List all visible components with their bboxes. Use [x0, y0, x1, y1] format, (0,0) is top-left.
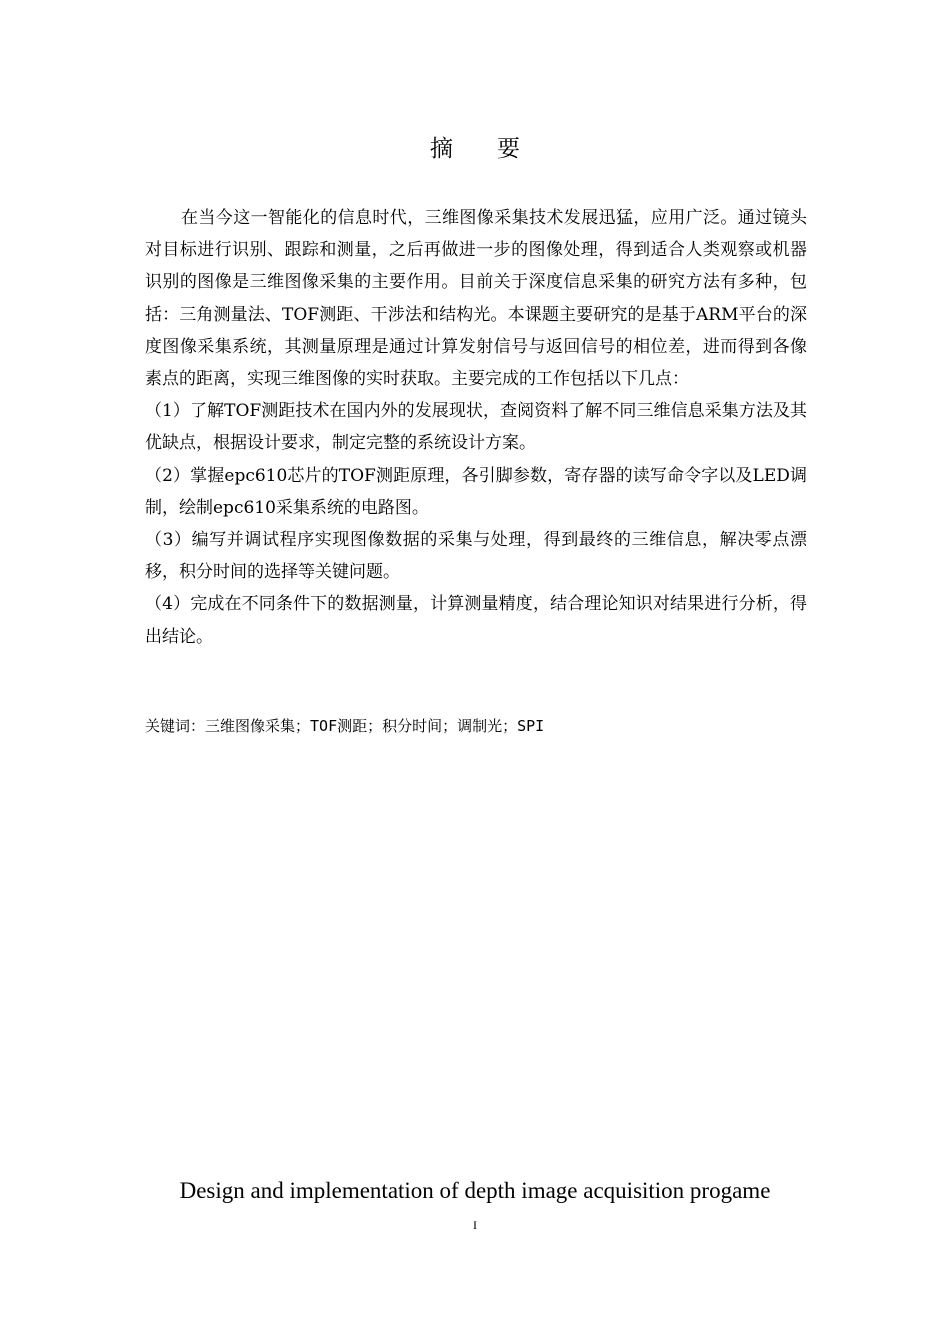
english-title: Design and implementation of depth image acquisition progame: [179, 1178, 771, 1203]
work-item-4: （4）完成在不同条件下的数据测量，计算测量精度，结合理论知识对结果进行分析，得出结论。: [145, 594, 807, 647]
abstract-body: [145, 202, 807, 653]
keywords-line: 关键词：三维图像采集；TOF测距；积分时间；调制光；SPI: [145, 717, 545, 735]
work-item-1: （1）了解TOF测距技术在国内外的发展现状，查阅资料了解不同三维信息采集方法及其优缺点，根据设计要求，制定完整的系统设计方案。: [145, 401, 807, 454]
work-item-3: （3）编写并调试程序实现图像数据的采集与处理，得到最终的三维信息，解决零点漂移，积分时间的选择等关键问题。: [145, 530, 807, 583]
abstract-title: 摘要: [430, 136, 564, 162]
abstract-intro-paragraph: 在当今这一智能化的信息时代，三维图像采集技术发展迅猛，应用广泛。通过镜头对目标进行识别、跟踪和测量，之后再做进一步的图像处理，得到适合人类观察或机器识别的图像是三维图像采集的主要作用。目前关于深度信息采集的研究方法有多种，包括：三角测量法、TOF测距、干涉法和结构光。本课题主要研究的是基于ARM平台的深度图像采集系统，其测量原理是通过计算发射信号与返回信号的相位差，进而得到各像素点的距离，实现三维图像的实时获取。主要完成的工作包括以下几点：: [145, 208, 807, 390]
work-item-2: （2）掌握epc610芯片的TOF测距原理，各引脚参数，寄存器的读写命令字以及LED调制，绘制epc610采集系统的电路图。: [145, 465, 807, 518]
page-number: I: [473, 1218, 477, 1232]
